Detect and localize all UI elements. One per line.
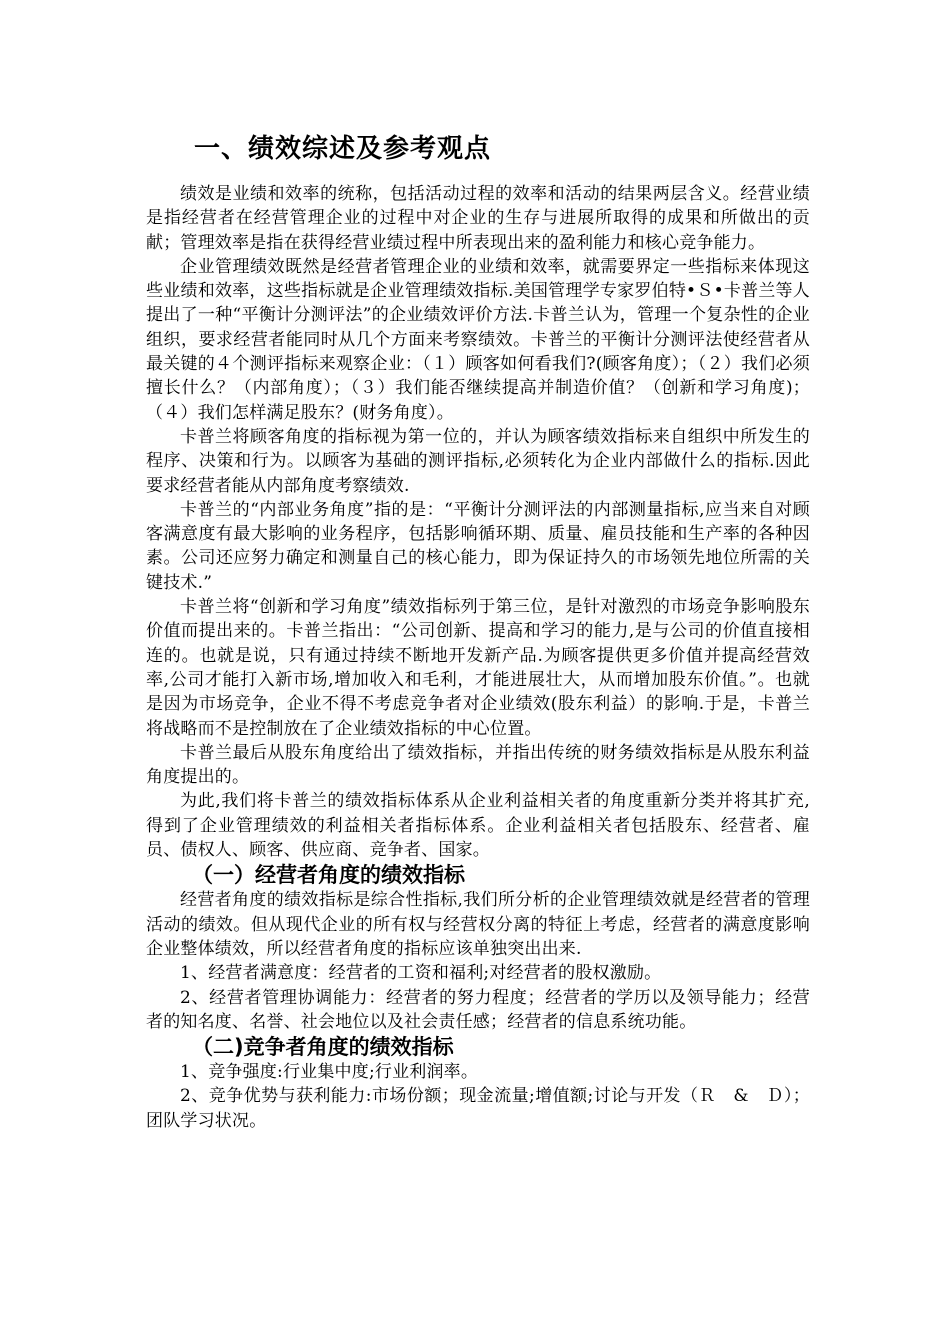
paragraph-internal-perspective: 卡普兰的“内部业务角度”指的是：“平衡计分测评法的内部测量指标,应当来自对顾客满意度有最大影响的业务程序，包括影响循环期、质量、雇员技能和生产率的各种因素。公司还应努力确定和测量自己的核心能力，即为保证持久的市场领先地位所需的关键技术.”	[146, 499, 810, 593]
paragraph-customer-perspective: 卡普兰将顾客角度的指标视为第一位的，并认为顾客绩效指标来自组织中所发生的程序、决策和行为。以顾客为基础的测评指标,必须转化为企业内部做什么的指标.因此要求经营者能从内部角度考察绩效.	[146, 426, 810, 496]
section-title: 一、绩效综述及参考观点	[194, 134, 492, 164]
list-item-competitive-advantage: 2、竞争优势与获利能力:市场份额；现金流量;增值额;讨论与开发（Ｒ & Ｄ）；团队学习状况。	[146, 1086, 810, 1131]
paragraph-balanced-scorecard: 企业管理绩效既然是经营者管理企业的业绩和效率，就需要界定一些指标来体现这些业绩和效率，这些指标就是企业管理绩效指标.美国管理学专家罗伯特•Ｓ•卡普兰等人提出了一种“平衡计分测评法”的企业绩效评价方法.卡普兰认为，管理一个复杂性的企业组织，要求经营者能同时从几个方面来考察绩效。卡普兰的平衡计分测评法使经营者从最关键的４个测评指标来观察企业：（１）顾客如何看我们?(顾客角度）；（２）我们必须擅长什么？（内部角度）；（３）我们能否继续提高并制造价值？（创新和学习角度)；（４）我们怎样满足股东？(财务角度）。	[146, 256, 810, 423]
list-item-operator-satisfaction: 1、经营者满意度：经营者的工资和福利;对经营者的股权激励。	[180, 963, 662, 984]
paragraph-operator-overview: 经营者角度的绩效指标是综合性指标,我们所分析的企业管理绩效就是经营者的管理活动的绩效。但从现代企业的所有权与经营权分离的特征上考虑，经营者的满意度影响企业整体绩效，所以经营者角度的指标应该单独突出出来.	[146, 890, 810, 959]
paragraph-performance-definition: 绩效是业绩和效率的统称，包括活动过程的效率和活动的结果两层含义。经营业绩是指经营者在经营管理企业的过程中对企业的生存与进展所取得的成果和所做出的贡献；管理效率是指在获得经营业绩过程中所表现出来的盈利能力和核心竞争能力。	[146, 184, 810, 253]
list-item-operator-coordination: 2、经营者管理协调能力：经营者的努力程度；经营者的学历以及领导能力；经营者的知名度、名誉、社会地位以及社会责任感；经营者的信息系统功能。	[146, 987, 810, 1032]
subsection-title-operator: （一）经营者角度的绩效指标	[192, 863, 465, 888]
paragraph-shareholder-perspective: 卡普兰最后从股东角度给出了绩效指标，并指出传统的财务绩效指标是从股东利益角度提出的。	[146, 742, 810, 788]
document-body	[146, 130, 810, 1133]
paragraph-stakeholder-system: 为此,我们将卡普兰的绩效指标体系从企业利益相关者的角度重新分类并将其扩充,得到了企业管理绩效的利益相关者指标体系。企业利益相关者包括股东、经营者、雇员、债权人、顾客、供应商、竞争者、国家。	[146, 791, 810, 861]
list-item-competition-intensity: 1、竞争强度:行业集中度;行业利润率。	[180, 1062, 479, 1083]
subsection-title-competitor: （二)竞争者角度的绩效指标	[192, 1035, 454, 1060]
paragraph-innovation-perspective: 卡普兰将“创新和学习角度”绩效指标列于第三位，是针对激烈的市场竞争影响股东价值而提出来的。卡普兰指出：“公司创新、提高和学习的能力,是与公司的价值直接相连的。也就是说，只有通过持续不断地开发新产品.为顾客提供更多价值并提高经营效率,公司才能打入新市场,增加收入和毛利，才能进展壮大，从而增加股东价值。”。也就是因为市场竞争，企业不得不考虑竞争者对企业绩效(股东利益）的影响.于是，卡普兰将战略而不是控制放在了企业绩效指标的中心位置。	[146, 597, 810, 739]
